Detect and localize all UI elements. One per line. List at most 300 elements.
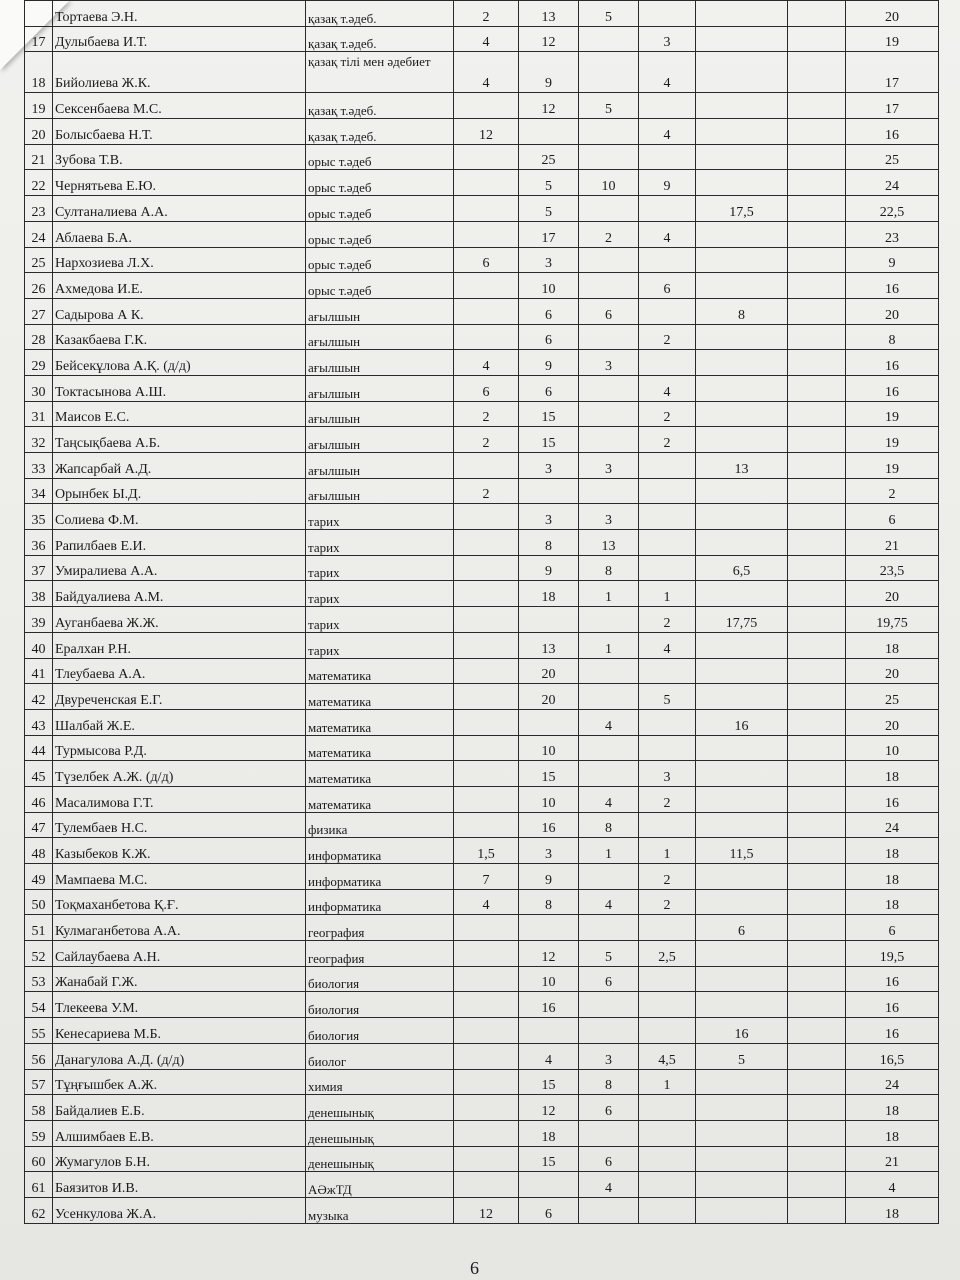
teacher-name: Умиралиева А.А. xyxy=(53,555,306,581)
empty-cell xyxy=(788,709,846,735)
row-number: 43 xyxy=(25,709,53,735)
teacher-name: Дулыбаева И.Т. xyxy=(53,26,306,52)
table-row xyxy=(25,478,939,504)
hours-c1: 6 xyxy=(454,375,519,401)
hours-c3 xyxy=(579,915,639,941)
hours-c3: 5 xyxy=(579,1,639,27)
teacher-name: Усенкулова Ж.А. xyxy=(53,1197,306,1223)
row-number: 40 xyxy=(25,632,53,658)
row-number: 22 xyxy=(25,170,53,196)
teacher-name: Нархозиева Л.Х. xyxy=(53,247,306,273)
empty-cell xyxy=(788,812,846,838)
empty-cell xyxy=(788,52,846,93)
subject: математика xyxy=(306,735,454,761)
table-row xyxy=(25,324,939,350)
hours-c3: 3 xyxy=(579,504,639,530)
hours-c3 xyxy=(579,992,639,1018)
hours-c2: 6 xyxy=(519,375,579,401)
total-hours: 24 xyxy=(846,170,939,196)
hours-c2: 13 xyxy=(519,1,579,27)
hours-c1 xyxy=(454,144,519,170)
hours-c2: 5 xyxy=(519,170,579,196)
hours-c1 xyxy=(454,992,519,1018)
empty-cell xyxy=(788,427,846,453)
hours-c5 xyxy=(696,530,788,556)
table-row xyxy=(25,555,939,581)
hours-c1 xyxy=(454,324,519,350)
empty-cell xyxy=(788,941,846,967)
subject: қазақ т.әдеб. xyxy=(306,26,454,52)
table-row xyxy=(25,1043,939,1069)
hours-c4 xyxy=(639,478,696,504)
hours-c2: 8 xyxy=(519,530,579,556)
hours-c5 xyxy=(696,93,788,119)
total-hours: 18 xyxy=(846,1197,939,1223)
hours-c3: 6 xyxy=(579,966,639,992)
hours-c4 xyxy=(639,966,696,992)
total-hours: 2 xyxy=(846,478,939,504)
teacher-name: Тлекеева У.М. xyxy=(53,992,306,1018)
hours-c2: 10 xyxy=(519,273,579,299)
row-number: 23 xyxy=(25,196,53,222)
empty-cell xyxy=(788,273,846,299)
hours-c2: 4 xyxy=(519,1043,579,1069)
table-row xyxy=(25,864,939,890)
empty-cell xyxy=(788,530,846,556)
table-row xyxy=(25,298,939,324)
total-hours: 16 xyxy=(846,273,939,299)
total-hours: 16 xyxy=(846,119,939,145)
hours-c5 xyxy=(696,735,788,761)
hours-c2: 9 xyxy=(519,350,579,376)
hours-c2: 3 xyxy=(519,504,579,530)
total-hours: 16 xyxy=(846,786,939,812)
empty-cell xyxy=(788,324,846,350)
hours-c3: 8 xyxy=(579,555,639,581)
hours-c4: 5 xyxy=(639,684,696,710)
table-row xyxy=(25,1146,939,1172)
total-hours: 19 xyxy=(846,427,939,453)
teacher-name: Болысбаева Н.Т. xyxy=(53,119,306,145)
hours-c1: 6 xyxy=(454,247,519,273)
subject: биолог xyxy=(306,1043,454,1069)
hours-c2: 20 xyxy=(519,684,579,710)
row-number: 46 xyxy=(25,786,53,812)
table-row xyxy=(25,1120,939,1146)
teacher-name: Кулмаганбетова А.А. xyxy=(53,915,306,941)
empty-cell xyxy=(788,26,846,52)
empty-cell xyxy=(788,684,846,710)
table-row xyxy=(25,684,939,710)
hours-c2 xyxy=(519,1172,579,1198)
table-row xyxy=(25,915,939,941)
subject: орыс т.әдеб xyxy=(306,144,454,170)
total-hours: 17 xyxy=(846,52,939,93)
total-hours: 20 xyxy=(846,1,939,27)
total-hours: 21 xyxy=(846,530,939,556)
row-number: 31 xyxy=(25,401,53,427)
table-row xyxy=(25,786,939,812)
hours-c2: 6 xyxy=(519,298,579,324)
hours-c3: 3 xyxy=(579,453,639,479)
subject: денешынық xyxy=(306,1146,454,1172)
subject: ағылшын xyxy=(306,324,454,350)
subject: қазақ т.әдеб. xyxy=(306,119,454,145)
hours-c2: 15 xyxy=(519,1146,579,1172)
row-number: 62 xyxy=(25,1197,53,1223)
subject: тарих xyxy=(306,632,454,658)
row-number: 27 xyxy=(25,298,53,324)
teacher-name: Тұңғышбек А.Ж. xyxy=(53,1069,306,1095)
subject: тарих xyxy=(306,555,454,581)
hours-c5 xyxy=(696,170,788,196)
hours-c1 xyxy=(454,1069,519,1095)
row-number: 49 xyxy=(25,864,53,890)
hours-c4 xyxy=(639,93,696,119)
hours-c1 xyxy=(454,1043,519,1069)
teacher-hours-table xyxy=(24,0,939,1224)
hours-c1 xyxy=(454,735,519,761)
hours-c3 xyxy=(579,607,639,633)
total-hours: 16 xyxy=(846,375,939,401)
teacher-name: Сайлаубаева А.Н. xyxy=(53,941,306,967)
hours-c5 xyxy=(696,401,788,427)
row-number: 39 xyxy=(25,607,53,633)
subject: қазақ тілі мен әдебиет xyxy=(306,52,454,93)
empty-cell xyxy=(788,658,846,684)
hours-c1: 2 xyxy=(454,1,519,27)
table-row xyxy=(25,761,939,787)
total-hours: 19 xyxy=(846,453,939,479)
subject: тарих xyxy=(306,581,454,607)
teacher-name: Таңсықбаева А.Б. xyxy=(53,427,306,453)
hours-c2: 15 xyxy=(519,1069,579,1095)
subject: қазақ т.әдеб. xyxy=(306,93,454,119)
hours-c5 xyxy=(696,1,788,27)
table-row xyxy=(25,170,939,196)
table-row xyxy=(25,350,939,376)
hours-c3: 1 xyxy=(579,838,639,864)
row-number: 33 xyxy=(25,453,53,479)
hours-c5 xyxy=(696,119,788,145)
hours-c5: 17,75 xyxy=(696,607,788,633)
subject: орыс т.әдеб xyxy=(306,221,454,247)
empty-cell xyxy=(788,170,846,196)
hours-c2: 18 xyxy=(519,1120,579,1146)
hours-c4 xyxy=(639,1095,696,1121)
subject: қазақ т.әдеб. xyxy=(306,1,454,27)
row-number: 48 xyxy=(25,838,53,864)
hours-c4: 1 xyxy=(639,838,696,864)
table-row xyxy=(25,632,939,658)
hours-c5 xyxy=(696,941,788,967)
table-body xyxy=(25,1,939,1224)
subject: география xyxy=(306,941,454,967)
hours-c1 xyxy=(454,684,519,710)
hours-c5: 6,5 xyxy=(696,555,788,581)
hours-c1: 2 xyxy=(454,478,519,504)
hours-c5 xyxy=(696,812,788,838)
hours-c1 xyxy=(454,812,519,838)
hours-c4 xyxy=(639,1197,696,1223)
teacher-name: Шалбай Ж.Е. xyxy=(53,709,306,735)
table-row xyxy=(25,966,939,992)
total-hours: 18 xyxy=(846,838,939,864)
total-hours: 25 xyxy=(846,684,939,710)
hours-c2: 8 xyxy=(519,889,579,915)
subject: ағылшын xyxy=(306,478,454,504)
hours-c2: 13 xyxy=(519,632,579,658)
teacher-name: Ералхан Р.Н. xyxy=(53,632,306,658)
table-row xyxy=(25,427,939,453)
hours-c2 xyxy=(519,119,579,145)
empty-cell xyxy=(788,478,846,504)
hours-c4: 1 xyxy=(639,581,696,607)
empty-cell xyxy=(788,761,846,787)
table-row xyxy=(25,93,939,119)
table-row xyxy=(25,1,939,27)
hours-c4: 4 xyxy=(639,375,696,401)
hours-c1: 2 xyxy=(454,401,519,427)
empty-cell xyxy=(788,966,846,992)
hours-c3 xyxy=(579,735,639,761)
table-row xyxy=(25,607,939,633)
subject: математика xyxy=(306,684,454,710)
empty-cell xyxy=(788,247,846,273)
teacher-name: Кенесариева М.Б. xyxy=(53,1018,306,1044)
table-row xyxy=(25,504,939,530)
hours-c4 xyxy=(639,1172,696,1198)
total-hours: 19,5 xyxy=(846,941,939,967)
subject: математика xyxy=(306,761,454,787)
hours-c5 xyxy=(696,478,788,504)
row-number: 21 xyxy=(25,144,53,170)
table-row xyxy=(25,1069,939,1095)
teacher-name: Орынбек Ы.Д. xyxy=(53,478,306,504)
hours-c5 xyxy=(696,1069,788,1095)
hours-c3 xyxy=(579,658,639,684)
hours-c1 xyxy=(454,273,519,299)
hours-c2: 6 xyxy=(519,1197,579,1223)
total-hours: 19 xyxy=(846,401,939,427)
teacher-name: Тоқмаханбетова Қ.Ғ. xyxy=(53,889,306,915)
teacher-name: Тулембаев Н.С. xyxy=(53,812,306,838)
subject: тарих xyxy=(306,607,454,633)
hours-c3 xyxy=(579,324,639,350)
hours-c5: 13 xyxy=(696,453,788,479)
hours-c2: 17 xyxy=(519,221,579,247)
total-hours: 18 xyxy=(846,1120,939,1146)
hours-c2: 12 xyxy=(519,1095,579,1121)
hours-c3 xyxy=(579,1120,639,1146)
row-number: 58 xyxy=(25,1095,53,1121)
row-number: 59 xyxy=(25,1120,53,1146)
hours-c5 xyxy=(696,221,788,247)
teacher-name: Ауганбаева Ж.Ж. xyxy=(53,607,306,633)
hours-c1: 2 xyxy=(454,427,519,453)
hours-c4: 4 xyxy=(639,119,696,145)
subject: ағылшын xyxy=(306,401,454,427)
total-hours: 6 xyxy=(846,504,939,530)
empty-cell xyxy=(788,1146,846,1172)
hours-c1 xyxy=(454,607,519,633)
hours-c1 xyxy=(454,298,519,324)
hours-c2: 18 xyxy=(519,581,579,607)
subject: информатика xyxy=(306,838,454,864)
teacher-name: Маисов Е.С. xyxy=(53,401,306,427)
hours-c4: 4 xyxy=(639,52,696,93)
hours-c1 xyxy=(454,658,519,684)
hours-c4: 2 xyxy=(639,864,696,890)
hours-c4: 4 xyxy=(639,632,696,658)
total-hours: 6 xyxy=(846,915,939,941)
table-row xyxy=(25,658,939,684)
hours-c2: 12 xyxy=(519,26,579,52)
hours-c4: 2 xyxy=(639,786,696,812)
total-hours: 16 xyxy=(846,350,939,376)
row-number: 42 xyxy=(25,684,53,710)
row-number: 51 xyxy=(25,915,53,941)
hours-c3 xyxy=(579,52,639,93)
hours-c4 xyxy=(639,658,696,684)
hours-c3: 6 xyxy=(579,1095,639,1121)
table-row xyxy=(25,992,939,1018)
hours-c5 xyxy=(696,1146,788,1172)
table-row xyxy=(25,709,939,735)
empty-cell xyxy=(788,1095,846,1121)
hours-c1 xyxy=(454,196,519,222)
total-hours: 16 xyxy=(846,992,939,1018)
hours-c4 xyxy=(639,530,696,556)
table-row xyxy=(25,812,939,838)
hours-c1 xyxy=(454,504,519,530)
empty-cell xyxy=(788,838,846,864)
teacher-name: Байдуалиева А.М. xyxy=(53,581,306,607)
empty-cell xyxy=(788,196,846,222)
hours-c2 xyxy=(519,915,579,941)
hours-c1: 4 xyxy=(454,889,519,915)
hours-c5 xyxy=(696,273,788,299)
hours-c2: 10 xyxy=(519,966,579,992)
empty-cell xyxy=(788,93,846,119)
hours-c2: 3 xyxy=(519,838,579,864)
hours-c1: 12 xyxy=(454,1197,519,1223)
total-hours: 18 xyxy=(846,864,939,890)
empty-cell xyxy=(788,632,846,658)
hours-c2: 5 xyxy=(519,196,579,222)
hours-c1 xyxy=(454,1146,519,1172)
hours-c4 xyxy=(639,555,696,581)
hours-c2 xyxy=(519,478,579,504)
hours-c4: 6 xyxy=(639,273,696,299)
teacher-name: Масалимова Г.Т. xyxy=(53,786,306,812)
hours-c1 xyxy=(454,581,519,607)
empty-cell xyxy=(788,144,846,170)
page-number: 6 xyxy=(470,1258,479,1278)
hours-c3 xyxy=(579,427,639,453)
total-hours: 16 xyxy=(846,1018,939,1044)
total-hours: 25 xyxy=(846,144,939,170)
subject: ағылшын xyxy=(306,298,454,324)
empty-cell xyxy=(788,889,846,915)
hours-c5: 6 xyxy=(696,915,788,941)
table-row xyxy=(25,735,939,761)
total-hours: 20 xyxy=(846,658,939,684)
hours-c2: 9 xyxy=(519,555,579,581)
row-number: 57 xyxy=(25,1069,53,1095)
teacher-name: Казыбеков К.Ж. xyxy=(53,838,306,864)
table-row xyxy=(25,1018,939,1044)
teacher-name: Казакбаева Г.К. xyxy=(53,324,306,350)
teacher-name: Турмысова Р.Д. xyxy=(53,735,306,761)
hours-c4: 2 xyxy=(639,607,696,633)
hours-c1: 7 xyxy=(454,864,519,890)
hours-c1: 4 xyxy=(454,350,519,376)
subject: математика xyxy=(306,786,454,812)
hours-c5 xyxy=(696,632,788,658)
hours-c1 xyxy=(454,1120,519,1146)
hours-c3 xyxy=(579,26,639,52)
teacher-name: Султаналиева А.А. xyxy=(53,196,306,222)
subject: АӘжТД xyxy=(306,1172,454,1198)
hours-c5 xyxy=(696,324,788,350)
hours-c5: 17,5 xyxy=(696,196,788,222)
table-row xyxy=(25,119,939,145)
hours-c5 xyxy=(696,1172,788,1198)
hours-c3 xyxy=(579,273,639,299)
hours-c1 xyxy=(454,709,519,735)
hours-c5 xyxy=(696,684,788,710)
hours-c1 xyxy=(454,786,519,812)
hours-c3: 8 xyxy=(579,812,639,838)
hours-c5 xyxy=(696,350,788,376)
hours-c3 xyxy=(579,119,639,145)
subject: информатика xyxy=(306,889,454,915)
hours-c3: 6 xyxy=(579,1146,639,1172)
hours-c4 xyxy=(639,350,696,376)
hours-c2: 10 xyxy=(519,735,579,761)
total-hours: 17 xyxy=(846,93,939,119)
hours-c3: 6 xyxy=(579,298,639,324)
row-number: 28 xyxy=(25,324,53,350)
hours-c5 xyxy=(696,1095,788,1121)
row-number: 36 xyxy=(25,530,53,556)
hours-c1 xyxy=(454,966,519,992)
empty-cell xyxy=(788,1069,846,1095)
total-hours: 8 xyxy=(846,324,939,350)
hours-c2 xyxy=(519,709,579,735)
hours-c4 xyxy=(639,453,696,479)
hours-c5 xyxy=(696,504,788,530)
hours-c4 xyxy=(639,992,696,1018)
hours-c5: 11,5 xyxy=(696,838,788,864)
teacher-name: Двуреченская Е.Г. xyxy=(53,684,306,710)
teacher-name: Рапилбаев Е.И. xyxy=(53,530,306,556)
teacher-name: Тортаева Э.Н. xyxy=(53,1,306,27)
hours-c4: 3 xyxy=(639,761,696,787)
hours-c5 xyxy=(696,1120,788,1146)
hours-c2: 15 xyxy=(519,401,579,427)
subject: тарих xyxy=(306,530,454,556)
hours-c3: 4 xyxy=(579,786,639,812)
hours-c2 xyxy=(519,607,579,633)
subject: математика xyxy=(306,709,454,735)
subject: физика xyxy=(306,812,454,838)
hours-c4: 9 xyxy=(639,170,696,196)
hours-c5 xyxy=(696,581,788,607)
table-row xyxy=(25,401,939,427)
empty-cell xyxy=(788,504,846,530)
